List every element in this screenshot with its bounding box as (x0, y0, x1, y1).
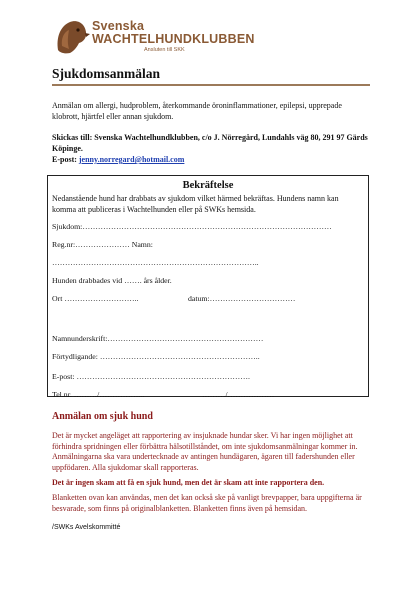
field-blank-line[interactable]: …………………………………………………………………….. (52, 258, 259, 267)
club-name (92, 20, 255, 46)
form-usage-paragraph: Blanketten ovan kan användas, men det kan också ske på vanligt brevpapper, bara uppgifterna är besvarade, som finns på originalblanketten. Blanketten finns även på hemsidan. (52, 493, 362, 513)
club-logo (52, 16, 255, 56)
signature: /SWKs Avelskommitté (52, 524, 121, 531)
field-alder[interactable]: Hunden drabbades vid ……. års ålder. (52, 276, 172, 285)
field-ort[interactable]: Ort ……………………….. (52, 294, 139, 303)
club-name-line1: Svenska (92, 19, 145, 33)
field-fortydligande[interactable]: Förtydligande: …………………………………………………….. (52, 352, 260, 361)
emphasis-paragraph: Det är ingen skam att få en sjuk hund, men det är skam att inte rapportera den. (52, 478, 325, 487)
field-telnr-2[interactable]: ………/……………… (202, 390, 275, 399)
email-link[interactable]: jenny.norregard@hotmail.com (78, 155, 185, 164)
form-title: Bekräftelse (182, 180, 234, 191)
field-sjukdom[interactable]: Sjukdom:…………………………………………………………………………………… (52, 222, 332, 231)
title-divider (52, 84, 370, 86)
field-regnr-namn[interactable]: Reg.nr:………………… Namn: (52, 240, 153, 249)
email-row (52, 154, 370, 165)
send-to-address: Skickas till: Svenska Wachtelhundklubben, c/o J. Nörregård, Lundahls väg 80, 291 97 Gärds Köpinge. (52, 133, 368, 153)
page-title: Sjukdomsanmälan (52, 66, 161, 81)
send-to-block (52, 132, 370, 165)
dog-head-icon (52, 16, 92, 56)
field-telnr[interactable]: Tel.nr. ………/……………... (52, 390, 145, 399)
intro-text: Anmälan om allergi, hudproblem, återkommande öroninflammationer, epilepsi, upprepade klobrott, hjärtfel eller annan sjukdom. (52, 101, 342, 121)
field-namnunderskrift[interactable]: Namnunderskrift:…………………………………………………… (52, 334, 264, 343)
club-tagline: Ansluten till SKK (144, 47, 185, 53)
confirmation-form (47, 175, 369, 397)
form-lead: Nedanstående hund har drabbats av sjukdom vilket härmed bekräftas. Hundens namn kan komma att publiceras i Wachtelhunden eller på SWKs hemsida. (52, 194, 339, 214)
section-title: Anmälan om sjuk hund (52, 411, 153, 422)
field-datum[interactable]: datum:…………………………… (188, 294, 296, 303)
club-name-line2: WACHTELHUNDKLUBBEN (92, 32, 255, 46)
email-label: E-post: (52, 155, 77, 164)
field-epost[interactable]: E-post: …………………………………………………………. (52, 372, 250, 381)
report-paragraph: Det är mycket angeläget att rapportering av insjuknade hundar sker. Vi har ingen möjlighet att förhindra spridningen eller förbättra hälsotillståndet, om inte sjukdomsanmälningar kommer in. Anmälningarna ska vara undertecknade av antingen hundägaren, ägaren till fadershunden eller uppfödaren. Alla sjukdomar skall rapporteras. (52, 431, 358, 472)
